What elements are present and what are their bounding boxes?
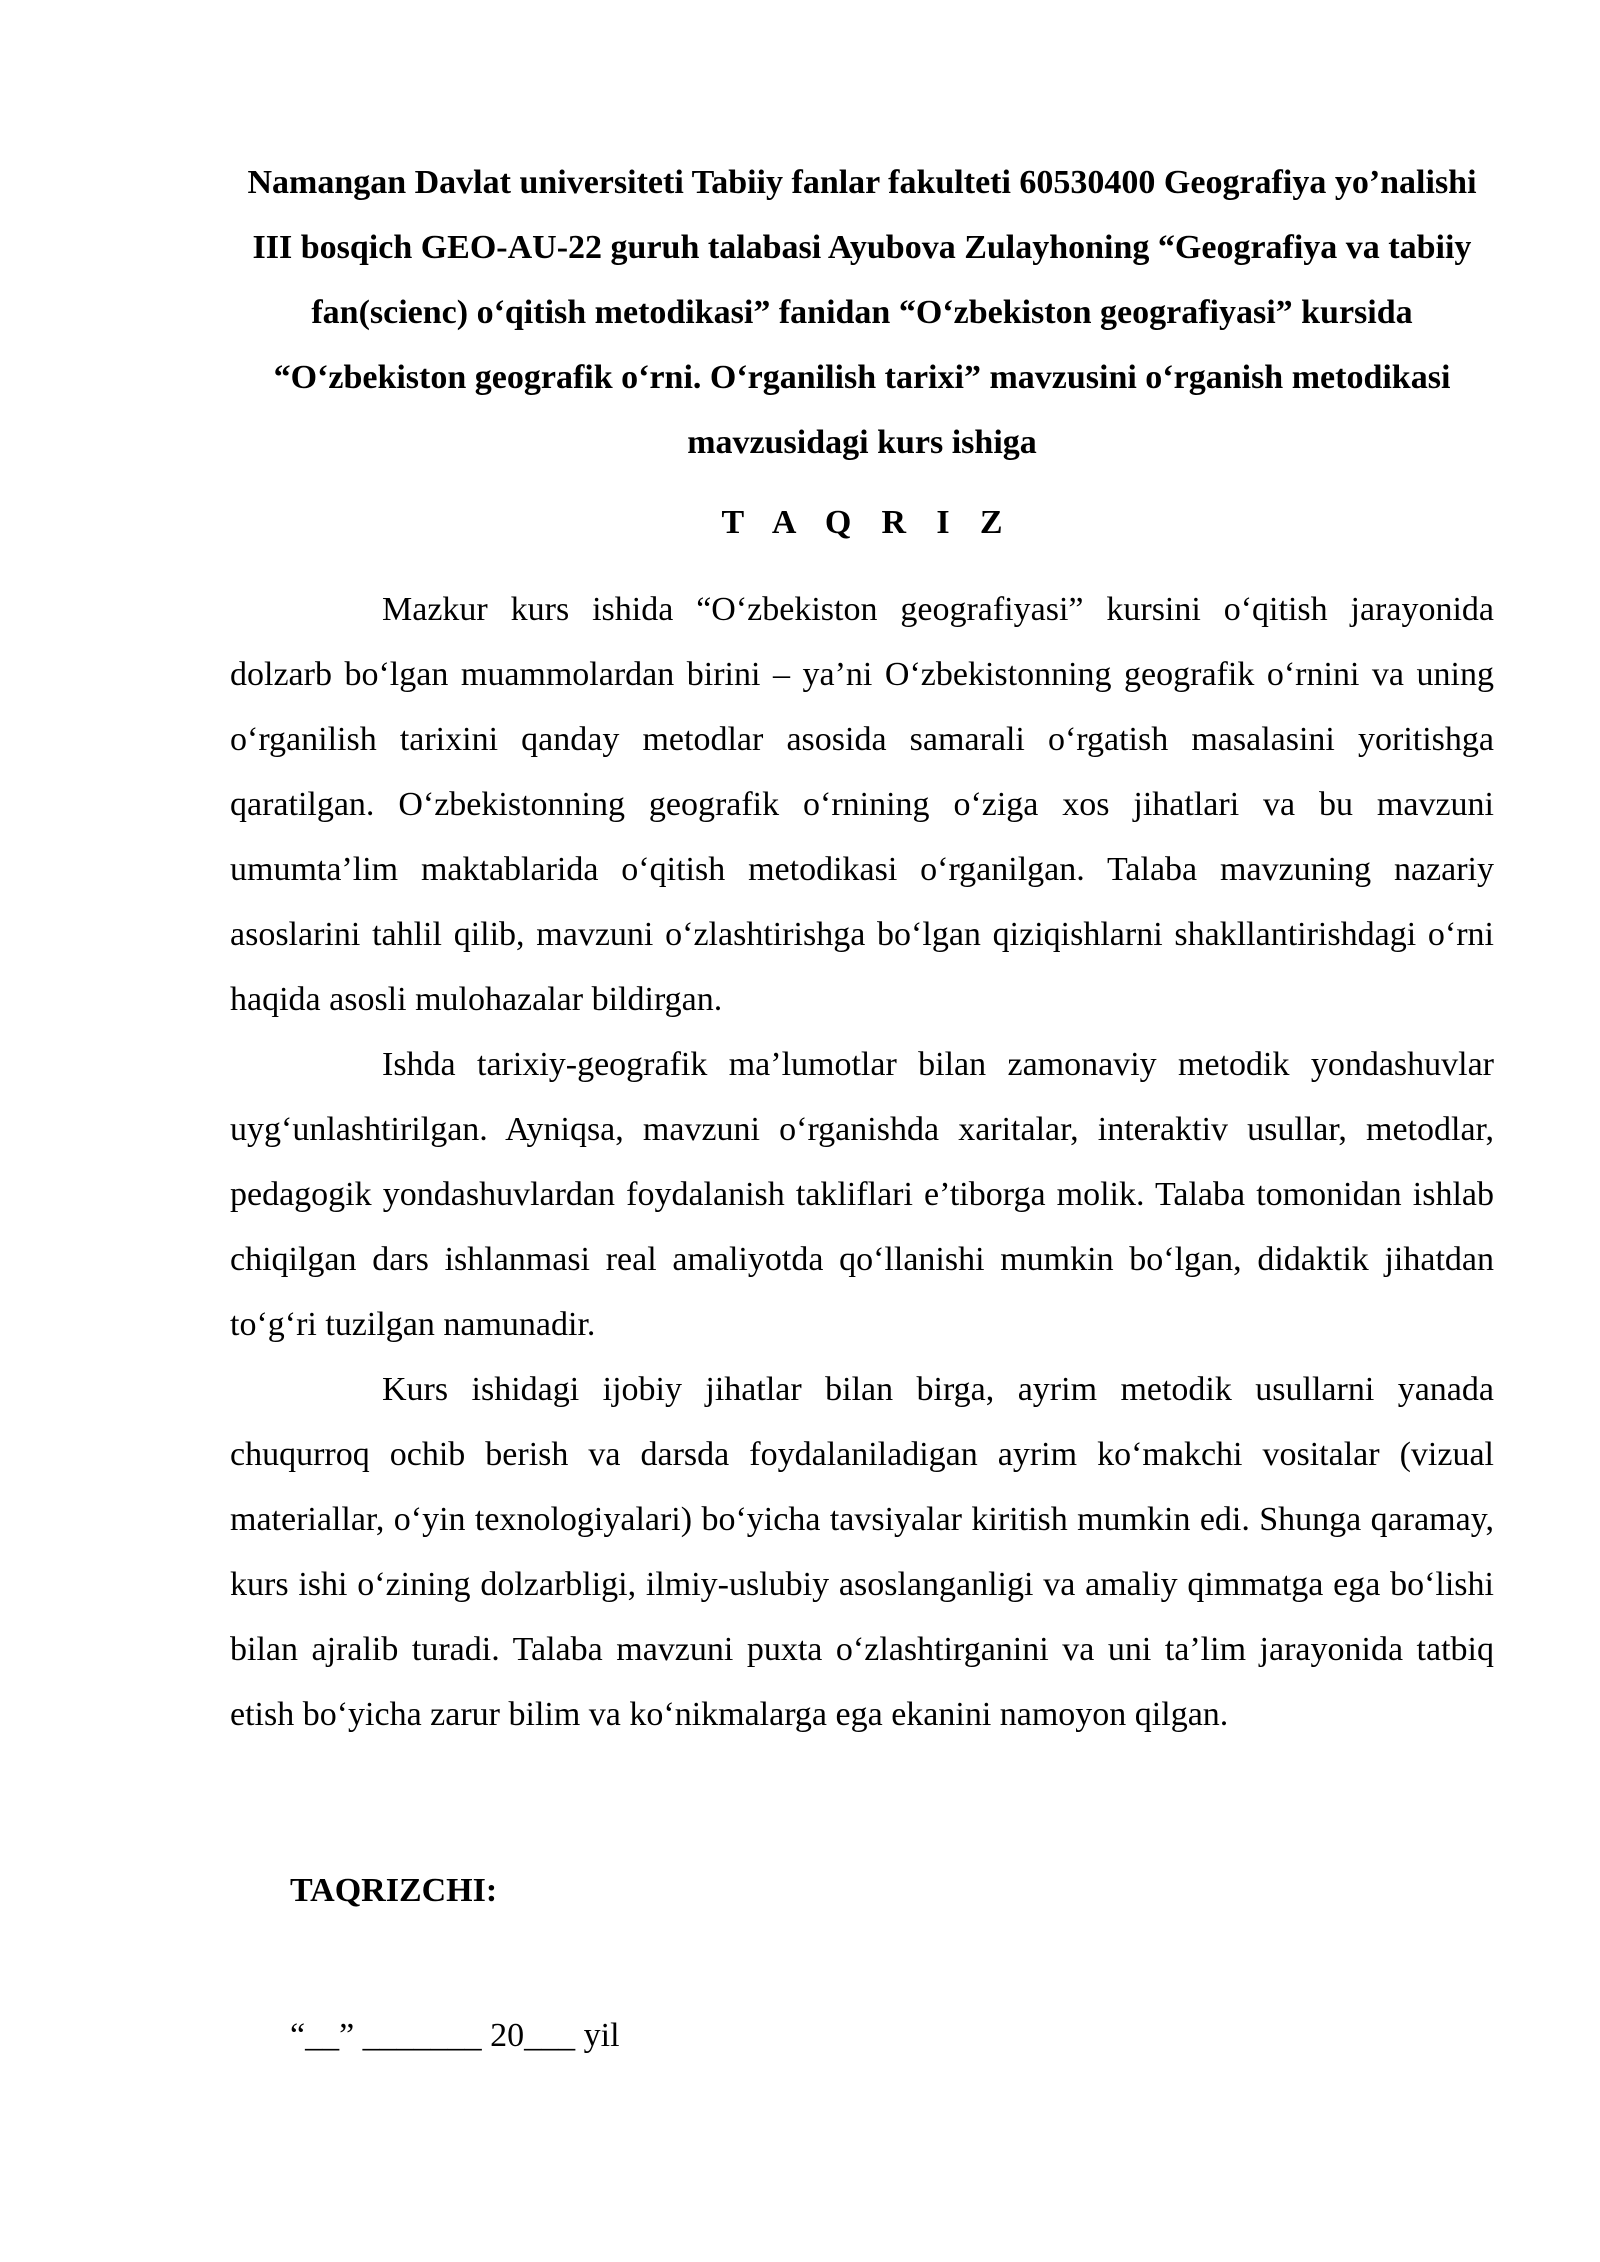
date-line: “__” _______ 20___ yil: [290, 2017, 620, 2054]
paragraph: Mazkur kurs ishida “O‘zbekiston geografiyasi” kursini o‘qitish jarayonida dolzarb bo‘lgan muammolardan birini – ya’ni O‘zbekistonning geografik o‘rnini va uning o‘rganilish tarixini qanday metodlar asosida samarali o‘rgatish masalasini yoritishga qaratilgan. O‘zbekistonning geografik o‘rnining o‘ziga xos jihatlari va bu mavzuni umumta’lim maktablarida o‘qitish metodikasi o‘rganilgan. Talaba mavzuning nazariy asoslarini tahlil qilib, mavzuni o‘zlashtirishga bo‘lgan qiziqishlarni shakllantirishdagi o‘rni haqida asosli mulohazalar bildirgan.: [230, 591, 1494, 1018]
paragraph: Ishda tarixiy-geografik ma’lumotlar bilan zamonaviy metodik yondashuvlar uyg‘unlashtirilgan. Ayniqsa, mavzuni o‘rganishda xaritalar, interaktiv usullar, metodlar, pedagogik yondashuvlardan foydalanish takliflari e’tiborga molik. Talaba tomonidan ishlab chiqilgan dars ishlanmasi real amaliyotda qo‘llanishi mumkin bo‘lgan, didaktik jihatdan to‘g‘ri tuzilgan namunadir.: [230, 1046, 1494, 1343]
paragraph: Kurs ishidagi ijobiy jihatlar bilan birga, ayrim metodik usullarni yanada chuqurroq ochib berish va darsda foydalaniladigan ayrim ko‘makchi vositalar (vizual materiallar, o‘yin texnologiyalari) bo‘yicha tavsiyalar kiritish mumkin edi. Shunga qaramay, kurs ishi o‘zining dolzarbligi, ilmiy-uslubiy asoslanganligi va amaliy qimmatga ega bo‘lishi bilan ajralib turadi. Talaba mavzuni puxta o‘zlashtirganini va uni ta’lim jarayonida tatbiq etish bo‘yicha zarur bilim va ko‘nikmalarga ega ekanini namoyon qilgan.: [230, 1371, 1494, 1733]
reviewer-label: TAQRIZCHI:: [290, 1872, 498, 1909]
document-heading: Namangan Davlat universiteti Tabiiy fanlar fakulteti 60530400 Geografiya yo’nalishi III bosqich GEO-AU-22 guruh talabasi Ayubova Zulayhoning “Geografiya va tabiiy fan(scienc) o‘qitish metodikasi” fanidan “O‘zbekiston geografiyasi” kursida “O‘zbekiston geografik o‘rni. O‘rganilish tarixi” mavzusini o‘rganish metodikasi mavzusidagi kurs ishiga: [247, 164, 1477, 461]
review-body: [230, 577, 1494, 1747]
review-title: T A Q R I Z: [721, 504, 1014, 541]
